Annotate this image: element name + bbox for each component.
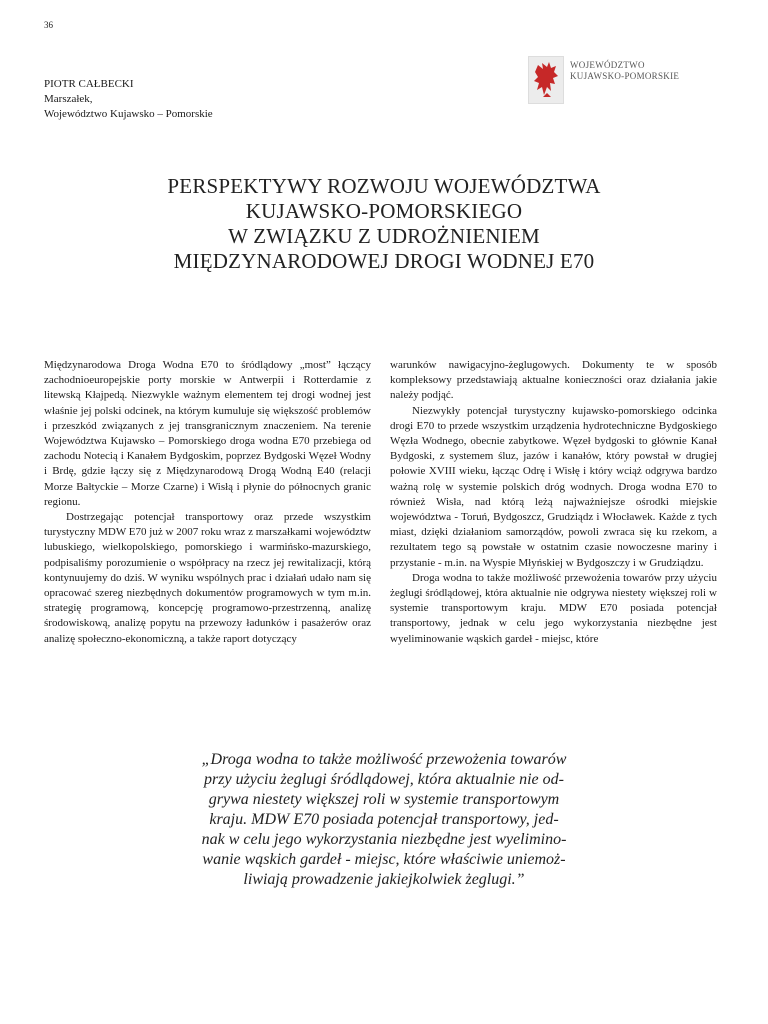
- article-column-left: [44, 358, 371, 647]
- region-logo: [528, 56, 688, 104]
- quote-line-3: grywa niestety większej roli w systemie transportowym: [208, 791, 560, 808]
- title-line-1: PERSPEKTYWY ROZWOJU WOJEWÓDZTWA: [167, 174, 601, 198]
- quote-line-7: liwiają prowadzenie jakiejkolwiek żeglugi.”: [243, 871, 525, 888]
- logo-text-line-1: WOJEWÓDZTWO: [570, 60, 645, 70]
- paragraph-right-1: warunków nawigacyjno-żeglugowych. Dokumenty te w sposób kompleksowy przedstawiają aktualne konieczności oraz działania jakie należy podjąć.: [390, 359, 717, 402]
- paragraph-left-2: Dostrzegając potencjał transportowy oraz przede wszystkim turystyczny MDW E70 już w 2007 roku wraz z marszałkami województw lubuskiego, wielkopolskiego, pomorskiego i warmińsko-mazurskiego, podpisaliśmy porozumienie o współpracy na rzecz jej rewitalizacji, którą kontynuujemy do dziś. W wyniku wspólnych prac i działań udało nam się opracować szereg niezbędnych dokumentów programowych w tym m.in. strategię programową, koncepcję programowo-przestrzenną, analizę środowiskową, analizę popytu na przewozy ładunków i pasażerów oraz analizę społeczno-ekonomiczną, a także raport dotyczący: [44, 511, 371, 645]
- quote-line-1: „Droga wodna to także możliwość przewożenia towarów: [201, 751, 567, 768]
- page-number: 36: [44, 20, 53, 30]
- quote-line-2: przy użyciu żeglugi śródlądowej, która aktualnie nie od-: [204, 771, 564, 788]
- title-line-2: KUJAWSKO-POMORSKIEGO: [245, 199, 523, 223]
- author-name: PIOTR CAŁBECKI: [44, 78, 134, 90]
- quote-line-6: wanie wąskich gardeł - miejsc, które właściwie uniemoż-: [202, 851, 566, 868]
- quote-line-4: kraju. MDW E70 posiada potencjał transportowy, jed-: [209, 811, 559, 828]
- paragraph-right-3: Droga wodna to także możliwość przewożenia towarów przy użyciu żeglugi śródlądowej, która aktualnie nie odgrywa niestety większej roli w systemie transportowym kraju. MDW E70 posiada potencjał transportowy, jednak w celu jego wykorzystania niezbędne jest wyeliminowanie wąskich gardeł - miejsc, które: [390, 571, 717, 645]
- author-block: [44, 77, 213, 122]
- griffin-emblem-icon: [528, 56, 564, 104]
- quote-line-5: nak w celu jego wykorzystania niezbędne jest wyelimino-: [201, 831, 567, 848]
- logo-text: [570, 60, 679, 82]
- logo-text-line-2: KUJAWSKO-POMORSKIE: [570, 71, 680, 81]
- paragraph-right-2: Niezwykły potencjał turystyczny kujawsko-pomorskiego odcinka drogi E70 to przede wszystkim urządzenia hydrotechniczne Bydgoskiego Węzła Wodnego, obecnie zabytkowe. Węzeł bydgoski to głównie Kanał Bydgoski, z systemem śluz, jazów i kanałów, który powstał w drugiej połowie XVIII wieku, łącząc Odrę i Wisłę i który wciąż odgrywa bardzo ważną rolę w systemie polskich dróg wodnych. Droga wodna E70 to również Wisła, nad którą leżą najważniejsze ośrodki miejskie województwa - Toruń, Bydgoszcz, Grudziądz i Włocławek. Każde z tych miast, dzięki działaniom samorządów, powoli zwraca się ku rzekom, a rezultatem tego są powstałe w ostatnim czasie nowoczesne mariny i przystanie - m.in. na Wyspie Młyńskiej w Bydgoszczy i w Grudziądzu.: [390, 404, 717, 569]
- author-role: Marszałek,: [44, 93, 93, 105]
- paragraph-left-1: Międzynarodowa Droga Wodna E70 to śródlądowy „most” łączący zachodnioeuropejskie porty morskie w Antwerpii i Rotterdamie z litewską Kłajpedą. Niezwykle ważnym elementem tej drogi wodnej jest właśnie jej polski odcinek, na którym kumuluje się większość problemów i przeszkód związanych z jej transgranicznym znaczeniem. Na terenie Województwa Kujawsko – Pomorskiego droga wodna E70 przebiega od zachodu Notecią i Kanałem Bydgoskim, poprzez Bydgoski Węzeł Wodny i Brdę, gdzie łączy się z Międzynarodową Drogą Wodną E40 (relacji Morze Bałtyckie – Morze Czarne) i Wisłą i płynie do północnych granic regionu.: [44, 359, 371, 508]
- title-line-4: MIĘDZYNARODOWEJ DROGI WODNEJ E70: [173, 249, 595, 273]
- article-column-right: [390, 358, 717, 647]
- author-organization: Województwo Kujawsko – Pomorskie: [44, 108, 213, 120]
- title-line-3: W ZWIĄZKU Z UDROŻNIENIEM: [228, 224, 540, 248]
- pull-quote: [150, 750, 618, 890]
- article-title: [84, 174, 684, 274]
